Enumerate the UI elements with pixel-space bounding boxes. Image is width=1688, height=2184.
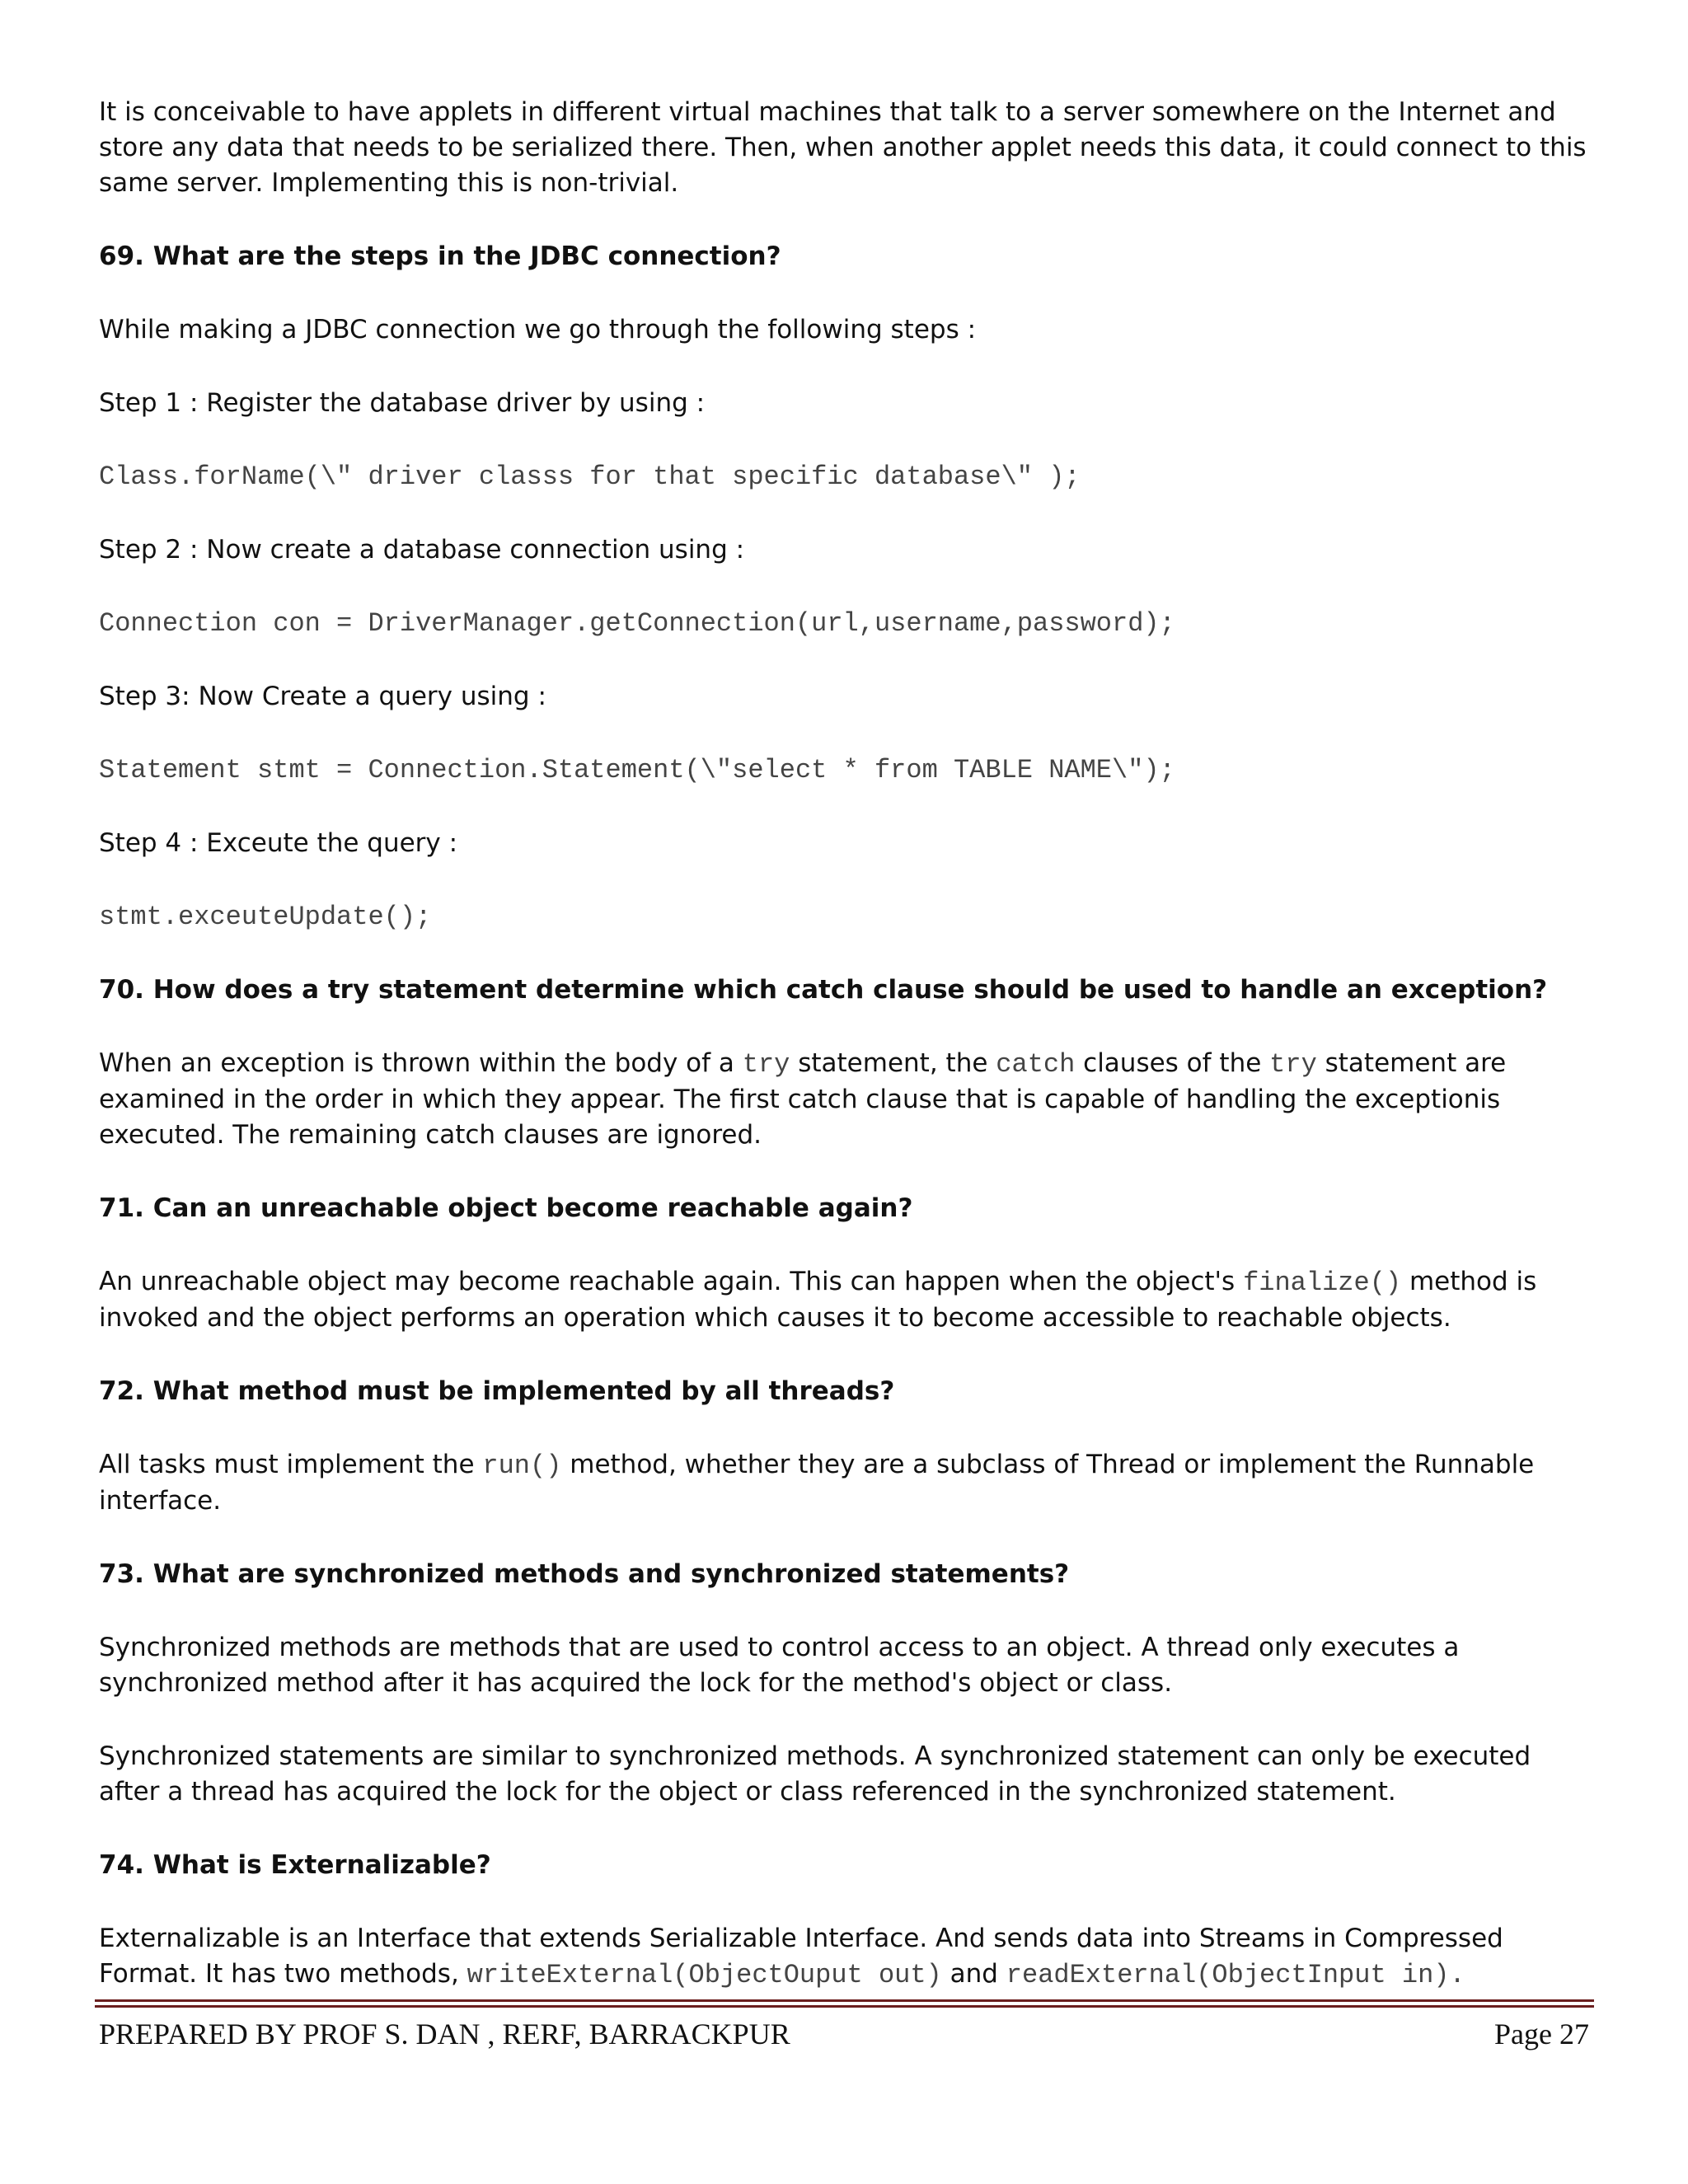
- q71-answer: [99, 1264, 1591, 1336]
- q71-text-2: method is invoked and the object performs an operation which causes it to become accessible to reachable objects.: [99, 1267, 1537, 1333]
- document-body: [99, 95, 1591, 2031]
- q70-code-catch: catch: [996, 1049, 1076, 1080]
- q70-code-try-2: try: [1269, 1049, 1317, 1080]
- q70-answer: [99, 1046, 1591, 1153]
- intro-paragraph: It is conceivable to have applets in different virtual machines that talk to a server somewhere on the Internet and store any data that needs to be serialized there. Then, when another applet needs this data, it could connect to this same server. Implementing this is non-trivial.: [99, 97, 1587, 198]
- question-69-heading: 69. What are the steps in the JDBC connection?: [99, 241, 781, 271]
- question-73-heading: 73. What are synchronized methods and synchronized statements?: [99, 1559, 1070, 1589]
- q69-code-3: Statement stmt = Connection.Statement(\"select * from TABLE NAME\");: [99, 755, 1175, 785]
- question-70-heading: 70. How does a try statement determine which catch clause should be used to handle an exception?: [99, 975, 1548, 1005]
- footer-page-number: Page 27: [1494, 2018, 1589, 2050]
- q69-step-1: Step 1 : Register the database driver by using :: [99, 388, 706, 418]
- q70-text-3: clauses of the: [1075, 1048, 1270, 1078]
- question-72-heading: 72. What method must be implemented by all threads?: [99, 1376, 895, 1406]
- q72-text-2: method, whether they are a subclass of Thread or implement the Runnable interface.: [99, 1450, 1535, 1516]
- q72-code-run: run(): [482, 1451, 562, 1481]
- q74-code-write-external: writeExternal(ObjectOuput out): [467, 1960, 942, 1990]
- q74-text-3: .: [1449, 1960, 1465, 1990]
- q74-text-1: Externalizable is an Interface that extends Serializable Interface. And sends data into Streams in Compressed Format. It has two methods,: [99, 1924, 1503, 1989]
- q71-text-1: An unreachable object may become reachable again. This can happen when the object's: [99, 1267, 1244, 1296]
- q70-text-2: statement, the: [790, 1048, 996, 1078]
- q74-code-read-external: readExternal(ObjectInput in): [1006, 1960, 1450, 1990]
- q74-answer: [99, 1921, 1591, 1993]
- question-71-heading: 71. Can an unreachable object become reachable again?: [99, 1193, 913, 1223]
- q69-step-3: Step 3: Now Create a query using :: [99, 682, 546, 711]
- q70-code-try: try: [742, 1049, 790, 1080]
- footer-author: PREPARED BY PROF S. DAN , RERF, BARRACKPUR: [99, 2018, 790, 2050]
- q73-paragraph-2: Synchronized statements are similar to synchronized methods. A synchronized statement can only be executed after a thread has acquired the lock for the object or class referenced in the synchronized statement.: [99, 1741, 1531, 1807]
- q69-code-4: stmt.exceuteUpdate();: [99, 902, 432, 932]
- q69-intro: While making a JDBC connection we go through the following steps :: [99, 315, 977, 344]
- q72-text-1: All tasks must implement the: [99, 1450, 483, 1479]
- question-74-heading: 74. What is Externalizable?: [99, 1850, 491, 1880]
- q70-text-1: When an exception is thrown within the body of a: [99, 1048, 743, 1078]
- footer-divider: [95, 1999, 1594, 2008]
- q72-answer: [99, 1447, 1591, 1519]
- q69-code-2: Connection con = DriverManager.getConnection(url,username,password);: [99, 608, 1175, 639]
- q70-text-4: statement are examined in the order in which they appear. The first catch clause that is capable of handling the exceptionis executed. The remaining catch clauses are ignored.: [99, 1048, 1507, 1150]
- q69-code-1: Class.forName(\" driver classs for that specific database\" );: [99, 462, 1081, 492]
- q74-text-2: and: [941, 1959, 1006, 1989]
- q69-step-2: Step 2 : Now create a database connection using :: [99, 535, 745, 565]
- q71-code-finalize: finalize(): [1243, 1268, 1402, 1298]
- q69-step-4: Step 4 : Exceute the query :: [99, 828, 458, 858]
- q73-paragraph-1: Synchronized methods are methods that are used to control access to an object. A thread only executes a synchronized method after it has acquired the lock for the method's object or class.: [99, 1633, 1460, 1698]
